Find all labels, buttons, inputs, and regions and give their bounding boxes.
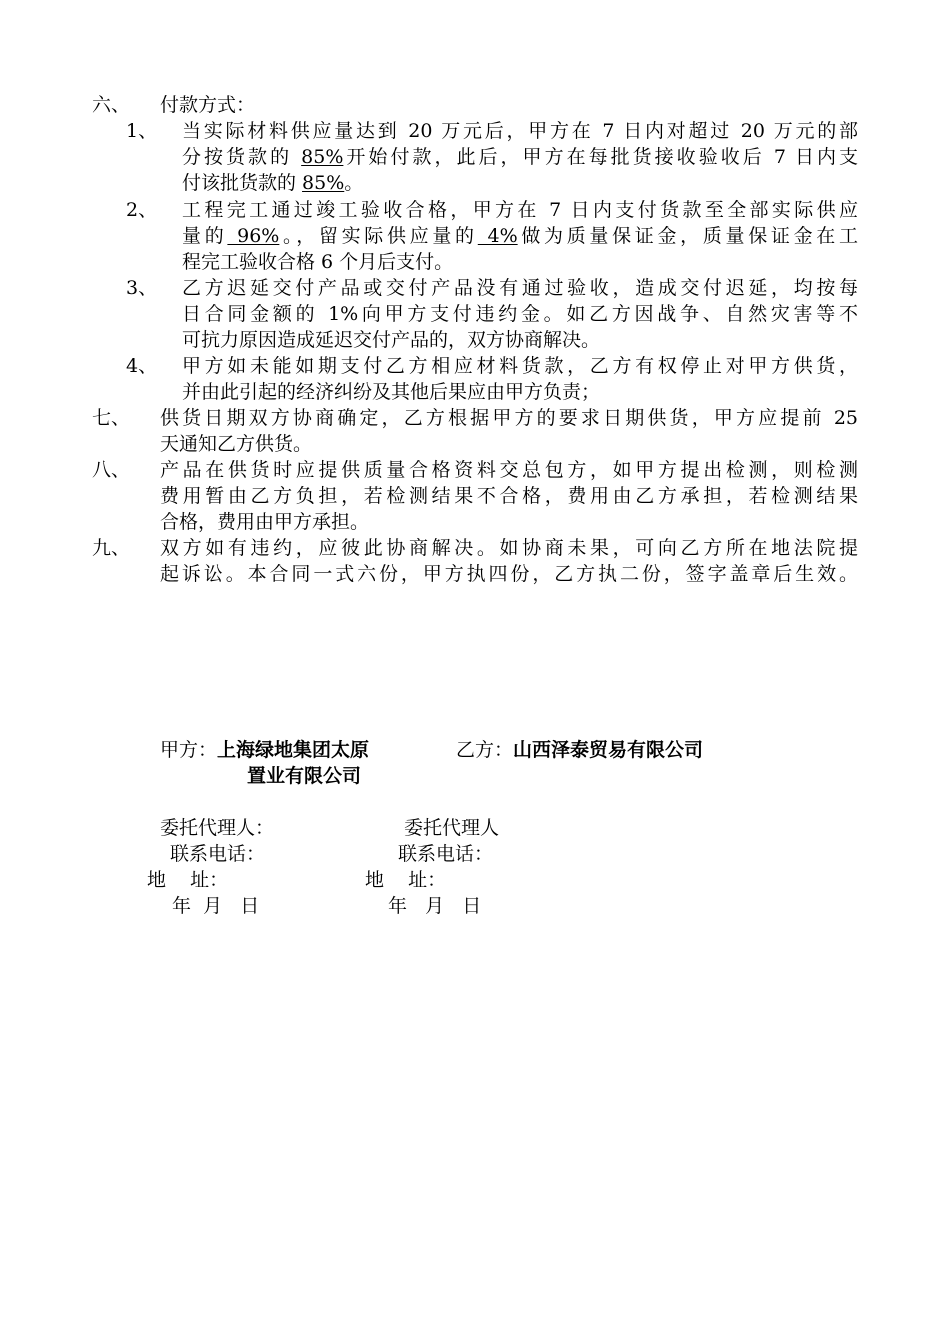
- address-b-label: 地 址：: [365, 869, 447, 891]
- section-8-line-3: 合格，费用由甲方承担。: [160, 511, 370, 533]
- section-7-number: 七、: [92, 407, 131, 429]
- party-a-label: 甲方：: [160, 739, 218, 761]
- section-7-line-2: 天通知乙方供货。: [160, 433, 313, 455]
- item-3-line-1: 乙方迟延交付产品或交付产品没有通过验收，造成交付迟延，均按每: [182, 277, 858, 299]
- address-a-label: 地 址：: [147, 869, 229, 891]
- percent-4: 4%: [477, 225, 518, 247]
- item-4-number: 4、: [126, 355, 158, 377]
- item-2-number: 2、: [126, 199, 158, 221]
- party-a: [160, 737, 369, 763]
- item-1-line-2: 分按货款的 85%开始付款，此后，甲方在每批货接收验收后 7 日内支: [182, 146, 858, 168]
- item-2-line-2: 量的 96%。，留实际供应量的 4%做为质量保证金，质量保证金在工: [182, 225, 858, 247]
- party-b-name: 山西泽泰贸易有限公司: [513, 739, 704, 761]
- date-b: 年 月 日: [388, 895, 482, 917]
- item-1-line-1: 当实际材料供应量达到 20 万元后，甲方在 7 日内对超过 20 万元的部: [182, 120, 858, 142]
- section-6-title: 付款方式：: [160, 94, 256, 116]
- section-8-number: 八、: [92, 459, 131, 481]
- item-4-line-2: 并由此引起的经济纠纷及其他后果应由甲方负责；: [182, 381, 601, 403]
- item-2-line-1: 工程完工通过竣工验收合格，甲方在 7 日内支付货款至全部实际供应: [182, 199, 858, 221]
- item-2-line-3: 程完工验收合格 6 个月后支付。: [182, 251, 454, 273]
- item-1-line-3: 付该批货款的 85%。: [182, 172, 364, 194]
- party-a-name-2: 置业有限公司: [247, 765, 362, 787]
- party-b: [456, 737, 703, 763]
- section-8-line-2: 费用暂由乙方负担，若检测结果不合格，费用由乙方承担，若检测结果: [160, 485, 858, 507]
- agent-b-label: 委托代理人: [404, 817, 500, 839]
- item-4-line-1: 甲方如未能如期支付乙方相应材料货款，乙方有权停止对甲方供货，: [182, 355, 858, 377]
- percent-85-a: 85%: [301, 146, 344, 168]
- section-9-line-1: 双方如有违约，应彼此协商解决。如协商未果，可向乙方所在地法院提: [160, 537, 858, 559]
- section-6-number: 六、: [92, 94, 131, 116]
- item-1-number: 1、: [126, 120, 158, 142]
- phone-b-label: 联系电话：: [398, 843, 494, 865]
- item-3-line-2: 日合同金额的 1%向甲方支付违约金。如乙方因战争、自然灾害等不: [182, 303, 858, 325]
- percent-96: 96%: [227, 225, 280, 247]
- section-8-line-1: 产品在供货时应提供质量合格资料交总包方，如甲方提出检测，则检测: [160, 459, 858, 481]
- agent-a-label: 委托代理人：: [160, 817, 275, 839]
- item-3-number: 3、: [126, 277, 158, 299]
- party-a-name-1: 上海绿地集团太原: [217, 739, 370, 761]
- phone-a-label: 联系电话：: [170, 843, 266, 865]
- percent-85-b: 85%: [302, 172, 345, 194]
- section-9-line-2: 起诉讼。本合同一式六份，甲方执四份，乙方执二份，签字盖章后生效。: [160, 563, 858, 585]
- section-9-number: 九、: [92, 537, 131, 559]
- date-a: 年 月 日: [172, 895, 260, 917]
- party-b-label: 乙方：: [456, 739, 514, 761]
- section-7-line-1: 供货日期双方协商确定，乙方根据甲方的要求日期供货，甲方应提前 25: [160, 407, 858, 429]
- item-3-line-3: 可抗力原因造成延迟交付产品的，双方协商解决。: [182, 329, 601, 351]
